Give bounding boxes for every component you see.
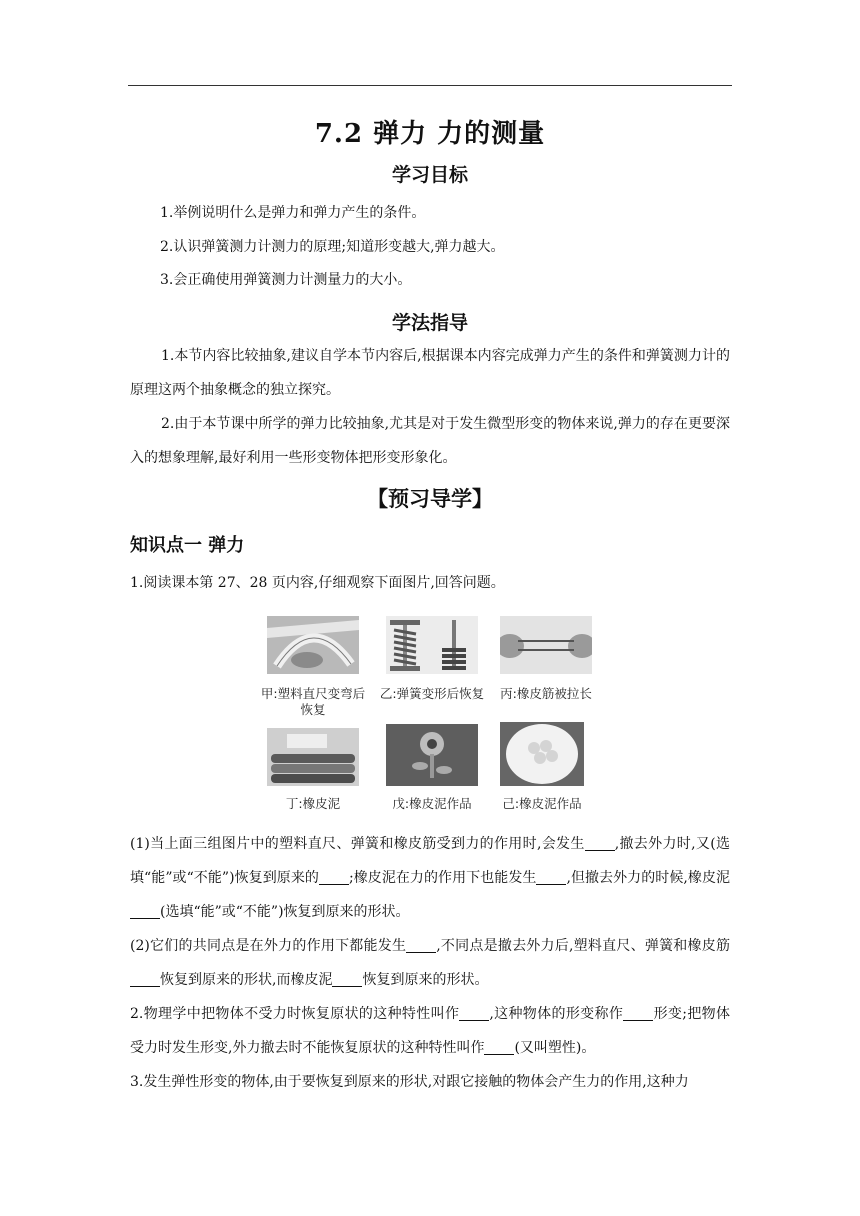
answer-blank[interactable] (406, 938, 436, 953)
caption-yi: 乙:弹簧变形后恢复 (379, 686, 485, 701)
caption-ding: 丁:橡皮泥 (285, 796, 341, 811)
photo-plasticine-flower (386, 724, 478, 786)
answer-blank[interactable] (130, 972, 160, 987)
photo-ruler (267, 616, 359, 674)
goal-item: 3.会正确使用弹簧测力计测量力的大小。 (160, 272, 412, 288)
answer-blank[interactable] (585, 836, 615, 851)
goals-heading: 学习目标 (391, 164, 468, 186)
question-1-1: (1)当上面三组图片中的塑料直尺、弹簧和橡皮筋受到力的作用时,会发生 ,撤去外力时,又(选填“能”或“不能”)恢复到原来的 ;橡皮泥在力的作用下也能发生 ,但撤去外力的时候,橡皮泥(选填“能”或“不能”)恢复到原来的形状。 (130, 836, 731, 920)
answer-blank[interactable] (319, 870, 349, 885)
question-2: 2.物理学中把物体不受力时恢复原状的这种特性叫作 ,这种物体的形变称作 形变;把物体受力时发生形变,外力撤去时不能恢复原状的这种特性叫作 (又叫塑性)。 (130, 1006, 731, 1056)
answer-blank[interactable] (536, 870, 566, 885)
goal-item: 2.认识弹簧测力计测力的原理;知道形变越大,弹力越大。 (160, 239, 505, 255)
method-heading: 学法指导 (391, 312, 468, 334)
goal-item: 1.举例说明什么是弹力和弹力产生的条件。 (160, 205, 426, 221)
page-title: 7.2 弹力 力的测量 (314, 119, 546, 149)
deformation-photos-figure (260, 616, 605, 816)
method-paragraph-1: 1.本节内容比较抽象,建议自学本节内容后,根据课本内容完成弹力产生的条件和弹簧测力计的原理这两个抽象概念的独立探究。 (130, 348, 730, 398)
caption-jia: 甲:塑料直尺变弯后恢复 (260, 686, 366, 717)
method-paragraph-2: 2.由于本节课中所学的弹力比较抽象,尤其是对于发生微型形变的物体来说,弹力的存在更要深入的想象理解,最好利用一些形变物体把形变形象化。 (130, 416, 730, 466)
header-rule (128, 85, 732, 86)
question-1-2: (2)它们的共同点是在外力的作用下都能发生 ,不同点是撤去外力后,塑料直尺、弹簧和橡皮筋恢复到原来的形状,而橡皮泥 恢复到原来的形状。 (130, 938, 730, 988)
answer-blank[interactable] (484, 1040, 514, 1055)
answer-blank[interactable] (332, 972, 362, 987)
caption-bing: 丙:橡皮筋被拉长 (500, 686, 592, 701)
question-3: 3.发生弹性形变的物体,由于要恢复到原来的形状,对跟它接触的物体会产生力的作用,这种力 (130, 1074, 689, 1090)
answer-blank[interactable] (130, 904, 160, 919)
section-heading: 知识点一 弹力 (130, 535, 245, 556)
question-1-intro: 1.阅读课本第 27、28 页内容,仔细观察下面图片,回答问题。 (130, 575, 505, 591)
photo-rubber-band (500, 616, 592, 674)
answer-blank[interactable] (623, 1006, 653, 1021)
caption-ji: 己:橡皮泥作品 (502, 796, 582, 811)
answer-blank[interactable] (459, 1006, 489, 1021)
preview-heading: 【预习导学】 (367, 486, 493, 511)
caption-wu: 戊:橡皮泥作品 (392, 796, 472, 811)
photo-plasticine-plate (500, 722, 584, 786)
photo-spring (386, 616, 478, 674)
photo-plasticine (267, 728, 359, 786)
